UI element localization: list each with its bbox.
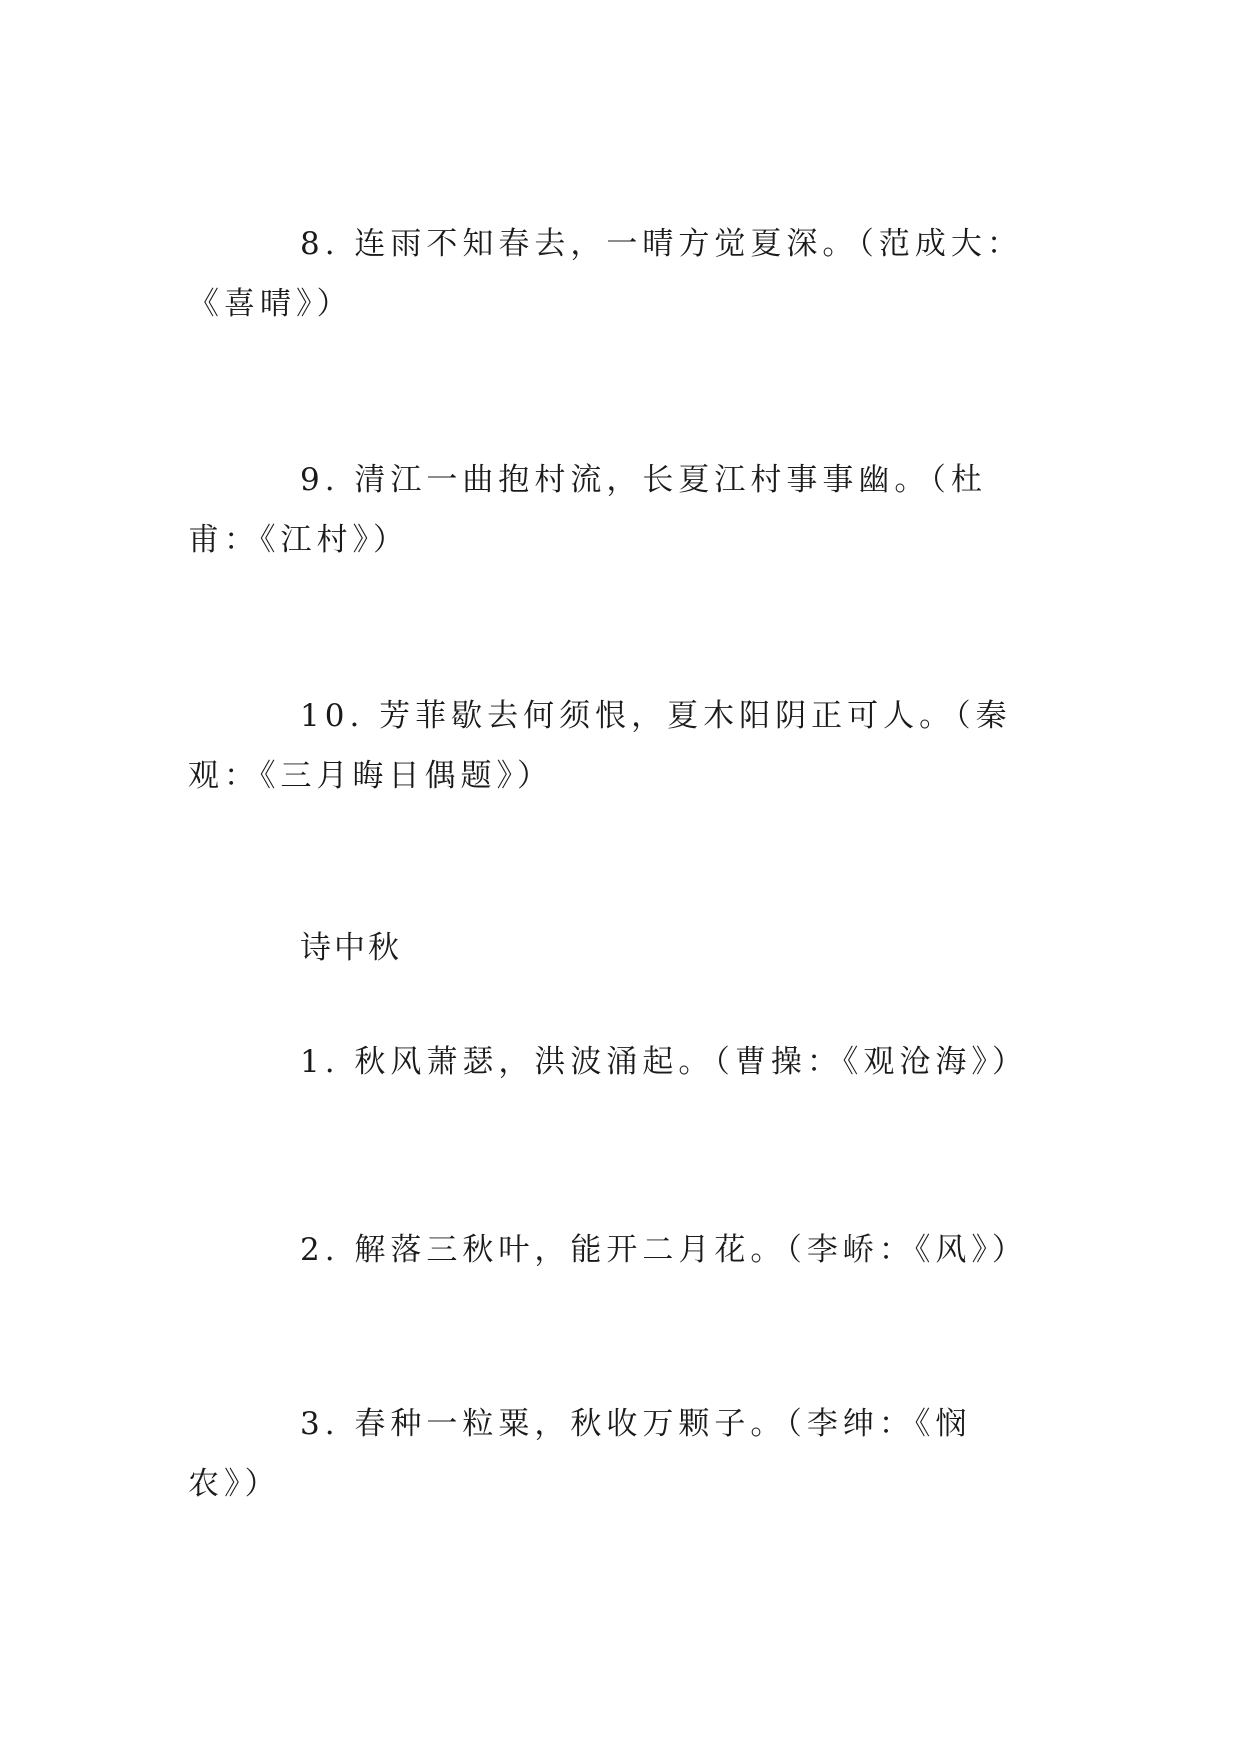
poem-line-10: 10. 芳菲歇去何须恨，夏木阳阴正可人。（秦观：《三月晦日偶题》） bbox=[188, 698, 1012, 794]
autumn-poem-line-2: 2. 解落三秋叶，能开二月花。（李峤：《风》） bbox=[300, 1232, 1028, 1268]
poem-line-9: 9. 清江一曲抱村流，长夏江村事事幽。（杜甫：《江村》） bbox=[188, 462, 987, 558]
section-heading-autumn: 诗中秋 bbox=[300, 930, 402, 966]
autumn-poem-line-3: 3. 春种一粒粟，秋收万颗子。（李绅：《悯农》） bbox=[188, 1406, 972, 1502]
autumn-poem-line-1: 1. 秋风萧瑟，洪波涌起。（曹操：《观沧海》） bbox=[300, 1044, 1028, 1080]
poem-line-8: 8. 连雨不知春去，一晴方觉夏深。（范成大：《喜晴》） bbox=[188, 226, 1023, 322]
